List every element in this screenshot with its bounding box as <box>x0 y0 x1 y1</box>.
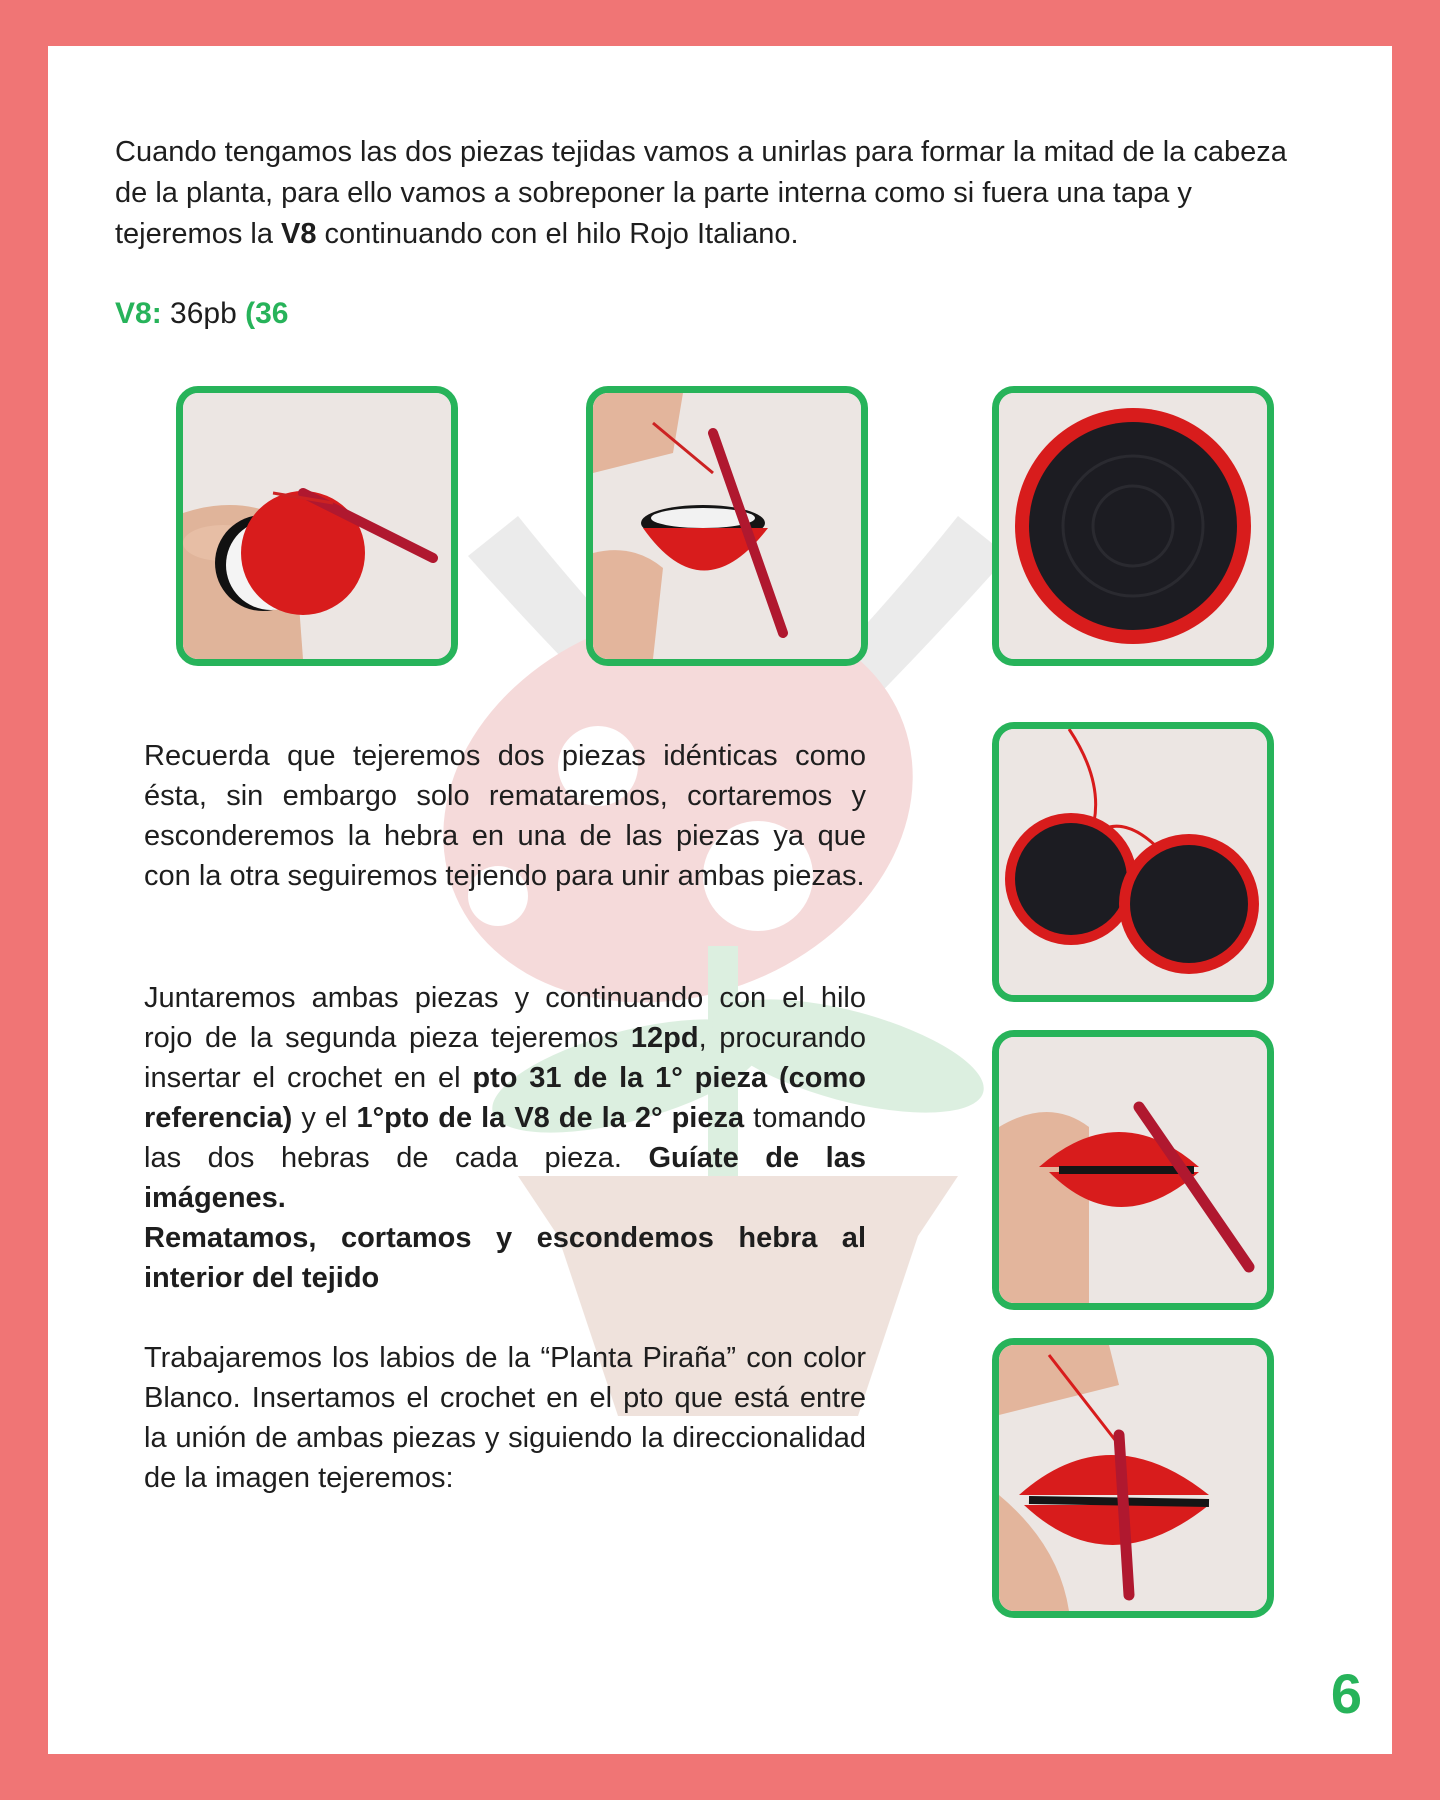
round-count: (36 <box>245 297 289 330</box>
round-text: 36pb <box>161 297 246 330</box>
photo-step-5 <box>992 1030 1274 1310</box>
photo-step-4 <box>992 722 1274 1002</box>
photo-step-1 <box>176 386 458 666</box>
paragraph-lips: Trabajaremos los labios de la “Planta Piraña” con color Blanco. Insertamos el crochet en el pto que está entre la unión de ambas piezas y siguiendo la direccionalidad de la imagen tejeremos: <box>144 1342 866 1494</box>
paragraph-join-pieces: Juntaremos ambas piezas y continuando con el hilo rojo de la segunda pieza tejeremos 12pd, procurando insertar el crochet en el pto 31 de la 1° pieza (como referencia) y el 1°pto de la V8 de la 2° pieza tomando las dos hebras de cada pieza. Guíate de las imágenes. Rematamos, cortamos y escondemos hebra al interior del tejido <box>144 982 867 1294</box>
round-reference: V8 <box>281 218 317 250</box>
round-label: V8: <box>115 297 162 330</box>
page-number: 6 <box>1330 1662 1362 1725</box>
intro-paragraph: Cuando tengamos las dos piezas tejidas vamos a unirlas para formar la mitad de la cabeza de la planta, para ello vamos a sobreponer la parte interna como si fuera una tapa y tejeremos la V8 continuando con el hilo Rojo Italiano. <box>115 136 1287 250</box>
document-page <box>48 46 1392 1754</box>
photo-step-2 <box>586 386 868 666</box>
photo-step-6 <box>992 1338 1274 1618</box>
photo-step-3 <box>992 386 1274 666</box>
paragraph-identical-pieces: Recuerda que tejeremos dos piezas idénticas como ésta, sin embargo solo remataremos, cortaremos y esconderemos la hebra en una de las piezas ya que con la otra seguiremos tejiendo para unir ambas piezas. <box>144 740 866 892</box>
round-instruction <box>115 294 288 334</box>
